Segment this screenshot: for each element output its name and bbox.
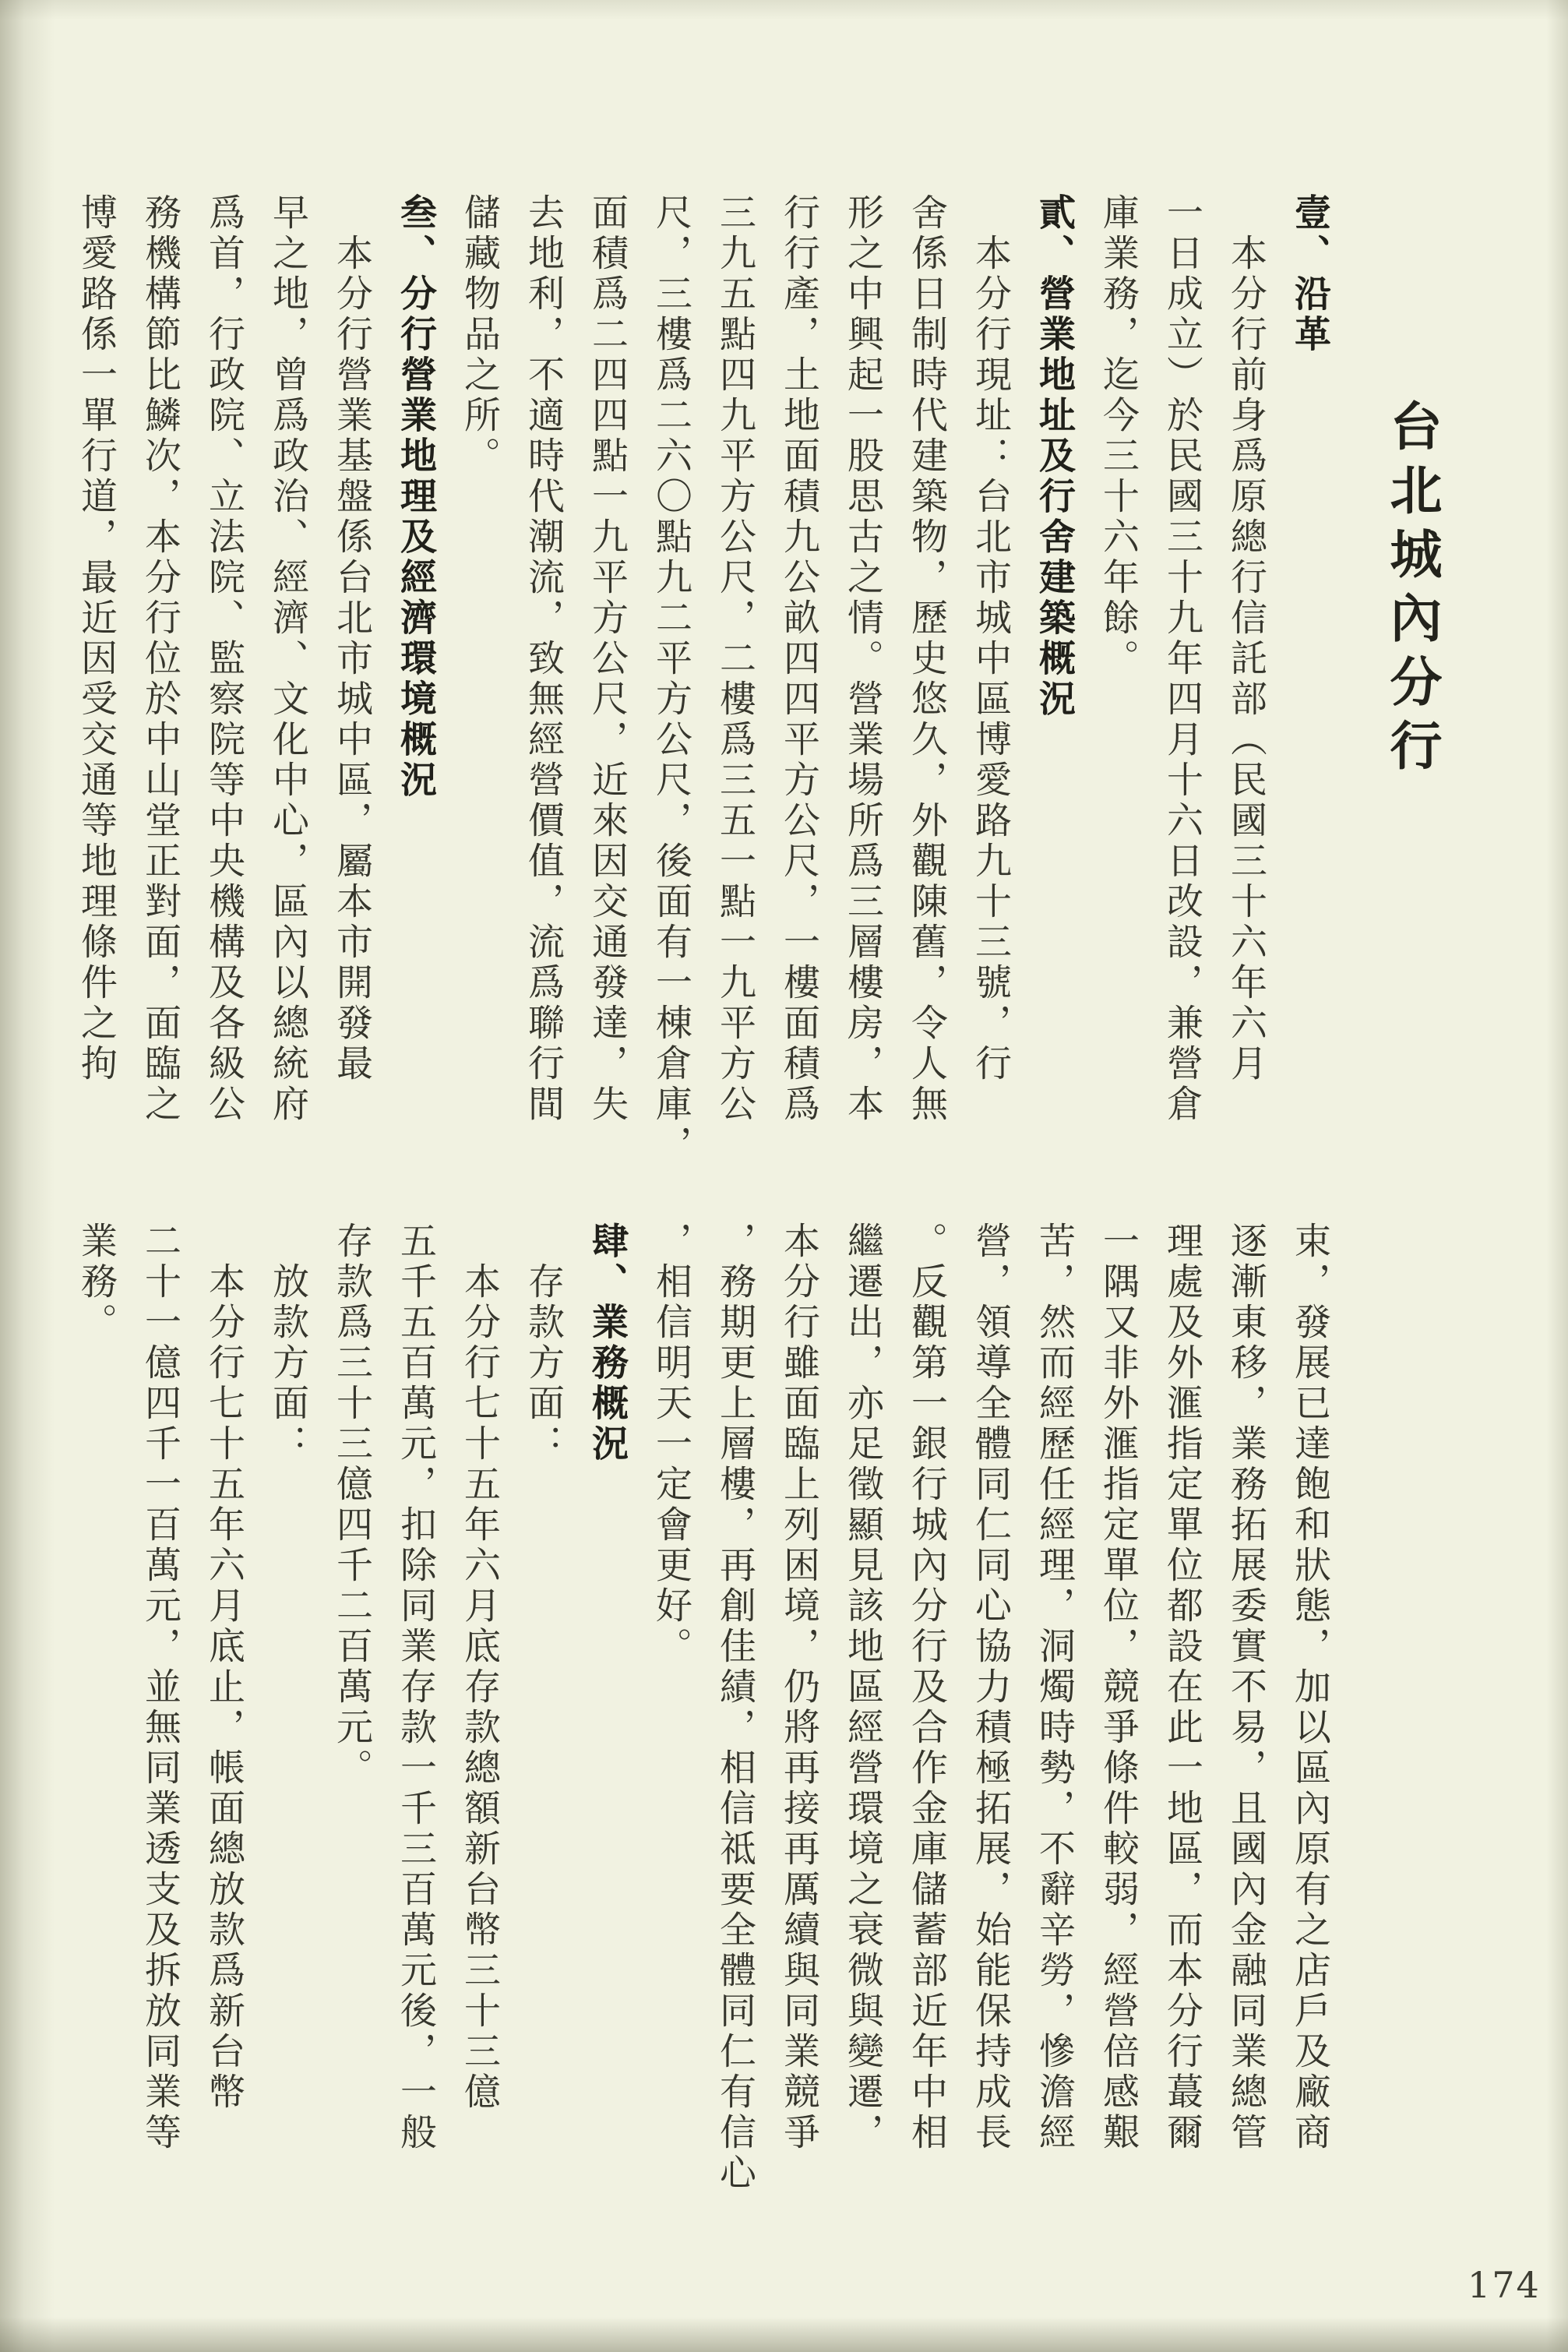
text-column: 苦，然而經歷任經理，洞燭時勢，不辭辛勞，慘澹經	[1033, 1222, 1076, 2153]
text-column: ，相信明天一定會更好。	[650, 1222, 692, 1667]
text-column: 逐漸東移，業務拓展委實不易，且國內金融同業總管	[1224, 1222, 1267, 2153]
bottom-text-block	[47, 1222, 1331, 2234]
text-column: 一隅又非外滙指定單位，競爭條件較弱，經營倍感艱	[1097, 1222, 1140, 2153]
text-column: ，務期更上層樓，再創佳績，相信祗要全體同仁有信心	[714, 1222, 756, 2194]
text-column: 庫業務，迄今三十六年餘。	[1097, 193, 1140, 679]
text-column: 儲藏物品之所。	[458, 193, 501, 477]
text-column: 本分行營業基盤係台北市城中區，屬本市開發最	[330, 193, 373, 1084]
text-column: 束，發展已達飽和狀態，加以區內原有之店戶及廠商	[1288, 1222, 1331, 2153]
text-column: 本分行前身爲原總行信託部（民國三十六年六月	[1224, 193, 1267, 1084]
text-column: 面積爲二四四點一九平方公尺，近來因交通發達，失	[586, 193, 629, 1125]
text-column: 博愛路係一單行道，最近因受交通等地理條件之拘	[75, 193, 118, 1084]
text-column: 本分行七十五年六月底存款總額新台幣三十三億	[458, 1222, 501, 2113]
text-column: 早之地，曾爲政治、經濟、文化中心，區內以總統府	[266, 193, 309, 1125]
text-column: 務機構節比鱗次，本分行位於中山堂正對面，面臨之	[139, 193, 181, 1125]
page-number: 174	[1468, 2264, 1541, 2306]
text-column: 。反觀第一銀行城內分行及合作金庫儲蓄部近年中相	[905, 1222, 948, 2153]
text-column: 理處及外滙指定單位都設在此一地區，而本分行蕞爾	[1161, 1222, 1203, 2153]
text-column: 去地利，不適時代潮流，致無經營價值，流爲聯行間	[522, 193, 565, 1125]
text-column: 放款方面：	[266, 1222, 309, 1465]
top-text-block	[47, 193, 1331, 1183]
scan-shade-top	[0, 0, 1568, 20]
section-heading-column: 壹、沿革	[1288, 193, 1331, 355]
text-column: 存款爲三十三億四千二百萬元。	[330, 1222, 373, 1789]
section-heading-column: 貳、營業地址及行舍建築概況	[1033, 193, 1076, 720]
scan-shade-right	[1546, 0, 1568, 2352]
text-column: 三九五點四九平方公尺，二樓爲三五一點一九平方公	[714, 193, 756, 1125]
scan-shade-bottom	[0, 2317, 1568, 2352]
text-column: 本分行現址：台北市城中區博愛路九十三號，行	[969, 193, 1012, 1084]
text-column: 業務。	[75, 1222, 118, 1343]
section-heading-column: 肆、業務概況	[586, 1222, 629, 1465]
text-column: 尺，三樓爲二六〇點九二平方公尺，後面有一棟倉庫，	[650, 193, 692, 1165]
text-column: 繼遷出，亦足徵顯見該地區經營環境之衰微與變遷，	[841, 1222, 884, 2153]
text-column: 存款方面：	[522, 1222, 565, 1465]
text-column: 形之中興起一股思古之情。營業場所爲三層樓房，本	[841, 193, 884, 1125]
text-column: 營，領導全體同仁同心協力積極拓展，始能保持成長	[969, 1222, 1012, 2153]
text-column: 二十一億四千一百萬元，並無同業透支及拆放同業等	[139, 1222, 181, 2153]
text-column: 本分行雖面臨上列困境，仍將再接再厲續與同業競爭	[777, 1222, 820, 2153]
page-title: 台北城內分行	[1382, 399, 1443, 782]
text-column: 本分行七十五年六月底止，帳面總放款爲新台幣	[203, 1222, 245, 2113]
text-column: 舍係日制時代建築物，歷史悠久，外觀陳舊，令人無	[905, 193, 948, 1125]
text-column: 一日成立）於民國三十九年四月十六日改設，兼營倉	[1161, 193, 1203, 1125]
text-column: 行行產，土地面積九公畝四四平方公尺，一樓面積爲	[777, 193, 820, 1125]
text-column: 五千五百萬元，扣除同業存款一千三百萬元後，一般	[394, 1222, 437, 2153]
text-column: 爲首，行政院、立法院、監察院等中央機構及各級公	[203, 193, 245, 1125]
section-heading-column: 叁、分行營業地理及經濟環境概況	[394, 193, 437, 801]
